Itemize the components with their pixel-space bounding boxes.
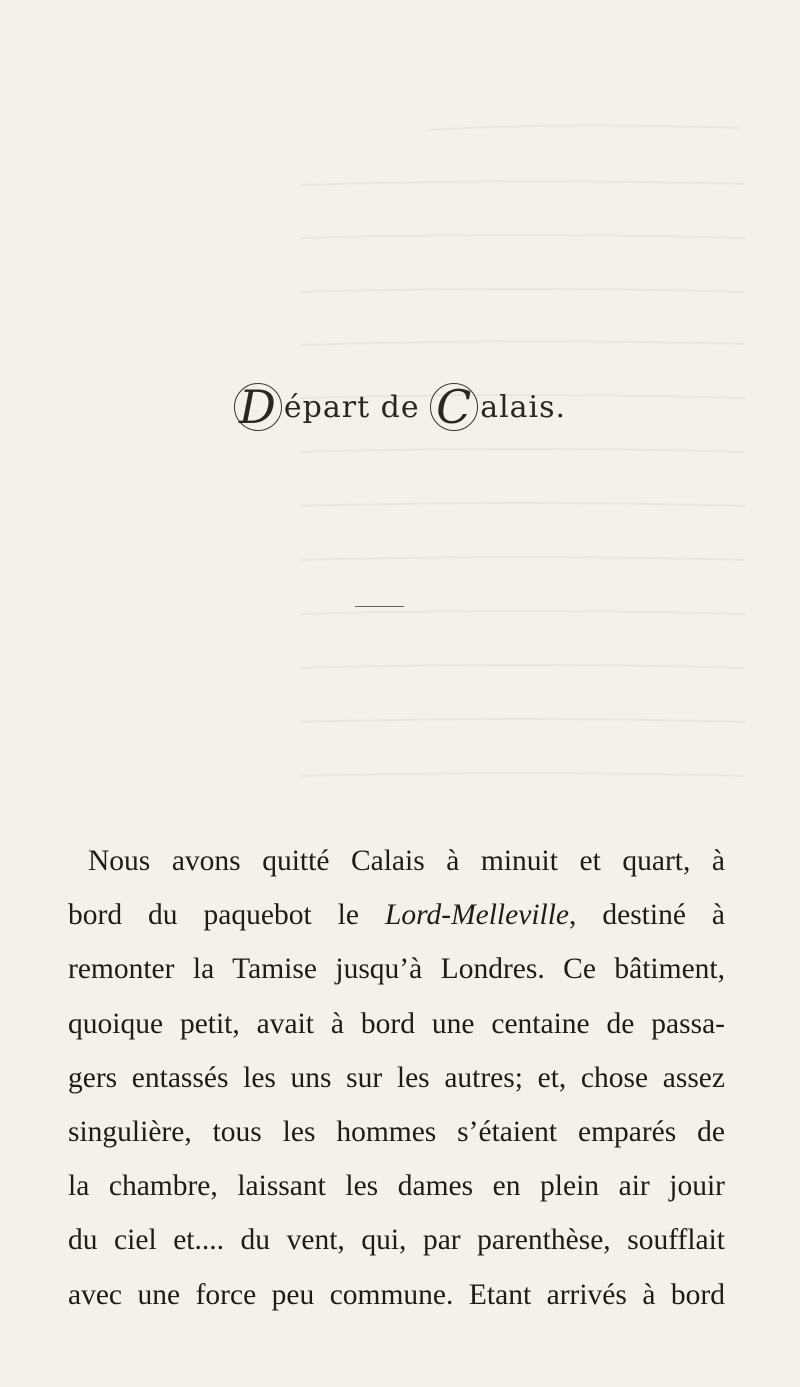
text-line-9: avec une force peu commune. Etant arrivés à bord [68,1278,725,1311]
heading-word-depart: épart de [283,390,420,425]
text-line-2-start: bord du paquebot le [68,899,385,932]
text-line-8: du ciel et.... du vent, qui, par parenthèse, soufflait [68,1224,725,1257]
text-line-2 [68,888,725,942]
text-line-6: singulière, tous les hommes s’étaient emparés de [68,1116,725,1149]
text-line-2-end: , destiné à [569,899,726,932]
heading-word-calais: alais. [480,390,567,425]
text-line-7: la chambre, laissant les dames en plein air jouir [68,1170,725,1203]
ornamental-initial-d: D [234,383,282,431]
text-line-4: quoique petit, avait à bord une centaine de passa- [68,1007,725,1040]
text-line-1: Nous avons quitté Calais à minuit et quart, à [88,845,725,877]
body-paragraph [68,834,725,1322]
section-heading [0,380,800,434]
text-line-3: remonter la Tamise jusqu’à Londres. Ce bâtiment, [68,953,725,986]
section-divider [355,606,404,607]
ship-name: Lord-Melleville [384,899,569,932]
ornamental-initial-c: C [430,383,478,431]
text-line-5: gers entassés les uns sur les autres; et, chose assez [68,1061,725,1094]
